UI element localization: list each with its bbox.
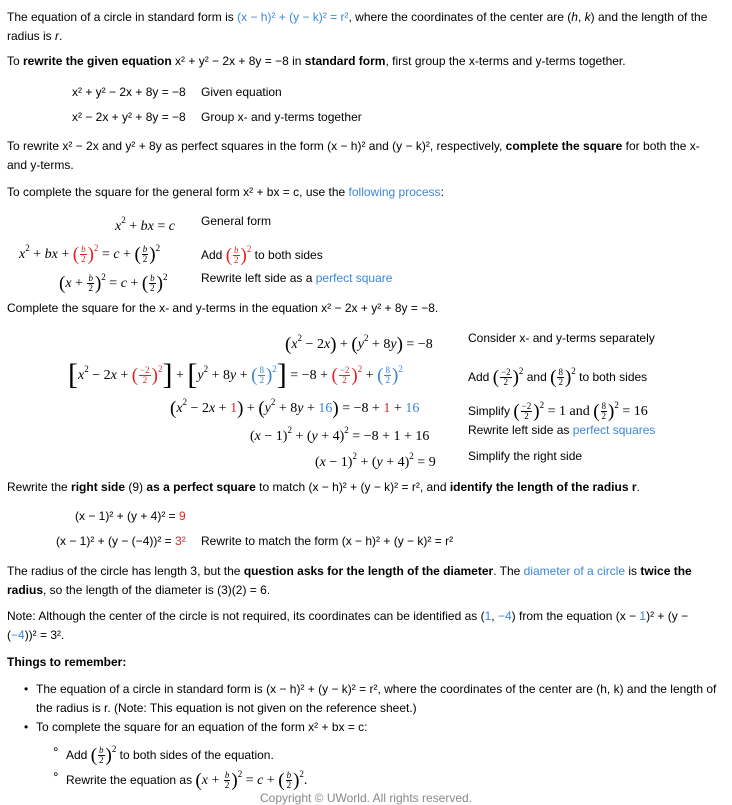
given-equation-note: Given equation	[201, 85, 282, 99]
step-right-note: Simplify the right side	[468, 449, 583, 463]
radius-paragraph: The radius of the circle has length 3, but the question asks for the length of the diameter. The diameter of a circle is twice the radius, so the length of the diameter is (3)(2) = 6.	[7, 564, 692, 597]
standard-form-equation: (x − h)² + (y − k)² = r²	[237, 10, 349, 24]
list-item: • The equation of a circle in standard form is (x − h)² + (y − k)² = r², where the coordinates of the center are (h, k) and the length of the radius is r. (Note: This equation is not given on the reference sheet.)	[36, 680, 732, 718]
general-form-note: General form	[201, 214, 272, 228]
perfect-square-equation: (x + $\frac{b}{2}$ )$^2$ = c + ( $\frac{b}{2}$ )$^2$	[59, 272, 168, 294]
list-item: Rewrite the equation as (x + $\frac{b}{2}$ )$^2$ = c + ( $\frac{b}{2}$ )$^2$.	[66, 769, 308, 791]
step-separate-note: Consider x- and y-terms separately	[468, 331, 655, 345]
step-add-equation: [$x^2 - 2x$ + ( $\frac{-2}{2}$ )$^2] + [y^2 + 8y$ + ( $\frac{8}{2}$ )$^2$] = −8 + ( $\frac{-2}{2}$ )$^2$ + ( $\frac{8}{2}$ )$^2$	[68, 358, 403, 391]
rewrite-right-paragraph: Rewrite the right side (9) as a perfect square to match (x − h)² + (y − k)² = r², and identify the length of the radius r.	[7, 480, 640, 494]
step-right-equation: $(x - 1)^2 + (y + 4)^2 = 9$	[315, 451, 436, 470]
intro-paragraph: The equation of a circle in standard form is (x − h)² + (y − k)² = r², where the coordinates of the center are (h, k) and the length of the radius is r.	[7, 10, 708, 43]
step-separate-equation: $(x^2 - 2x) + (y^2 + 8y) = -8$	[285, 333, 433, 355]
perfect-square-link[interactable]: perfect square	[315, 271, 393, 285]
things-to-remember-title: Things to remember:	[7, 655, 127, 669]
given-equation: x² + y² − 2x + 8y = −8	[72, 85, 186, 99]
grouped-equation: x² − 2x + y² + 8y = −8	[72, 110, 186, 124]
add-term-equation: $x^2$ + bx + ( $\frac{b}{2}$ )$^2$ = c + ( $\frac{b}{2}$ )$^2$	[19, 243, 161, 265]
complete-square-paragraph: Complete the square for the x- and y-terms in the equation x² − 2x + y² + 8y = −8.	[7, 301, 439, 315]
perfect-squares-paragraph: To rewrite x² − 2x and y² + 8y as perfect squares in the form (x − h)² and (y − k)², respectively, complete the square for both the x- and y-terms.	[7, 139, 700, 172]
step-rewrite-equation: $(x - 1)^2 + (y + 4)^2 = -8 + 1 + 16$	[250, 425, 430, 444]
step-add-note: Add ( $\frac{-2}{2}$ )$^2$ and ( $\frac{8}{2}$ )$^2$ to both sides	[468, 366, 648, 388]
diameter-of-circle-link[interactable]: diameter of a circle	[523, 564, 626, 578]
things-to-remember-list	[22, 680, 732, 737]
list-item: • To complete the square for an equation of the form x² + bx = c:	[36, 718, 732, 737]
right-side-equation: (x − 1)² + (y + 4)² = 9	[75, 509, 186, 523]
sub-bullet-icon: ∘	[52, 742, 60, 756]
sub-bullet-icon: ∘	[52, 767, 60, 781]
add-term-note: Add ( $\frac{b}{2}$ )$^2$ to both sides	[201, 244, 323, 266]
note-paragraph: Note: Although the center of the circle is not required, its coordinates can be identified as (1, −4) from the equation (x − 1)² + (y − (−4))² = 3².	[7, 609, 689, 642]
following-process-link[interactable]: following process	[348, 185, 441, 199]
general-form-equation: $x^2$ + bx = c	[115, 215, 175, 234]
matched-form-note: Rewrite to match the form (x − h)² + (y − k)² = r²	[201, 534, 454, 548]
rewrite-given-paragraph: To rewrite the given equation x² + y² − 2x + 8y = −8 in standard form, first group the x-terms and y-terms together.	[7, 54, 626, 68]
list-item: Add ( $\frac{b}{2}$ )$^2$ to both sides of the equation.	[66, 744, 274, 766]
grouped-equation-note: Group x- and y-terms together	[201, 110, 362, 124]
step-rewrite-note: Rewrite left side as perfect squares	[468, 423, 656, 437]
step-simplify-note: Simplify ( $\frac{-2}{2}$ )$^2$ = 1 and ( $\frac{8}{2}$ )$^2$ = 16	[468, 400, 648, 422]
perfect-square-note: Rewrite left side as a perfect square	[201, 271, 393, 285]
perfect-squares-link[interactable]: perfect squares	[572, 423, 656, 437]
copyright: Copyright © UWorld. All rights reserved.	[259, 791, 473, 805]
matched-form-equation: (x − 1)² + (y − (−4))² = 3²	[56, 534, 186, 548]
step-simplify-equation: $(x^2 - 2x + 1) + (y^2 + 8y + 16) = -8 + 1 + 16$	[170, 397, 420, 419]
general-form-paragraph: To complete the square for the general form x² + bx = c, use the following process:	[7, 185, 444, 199]
